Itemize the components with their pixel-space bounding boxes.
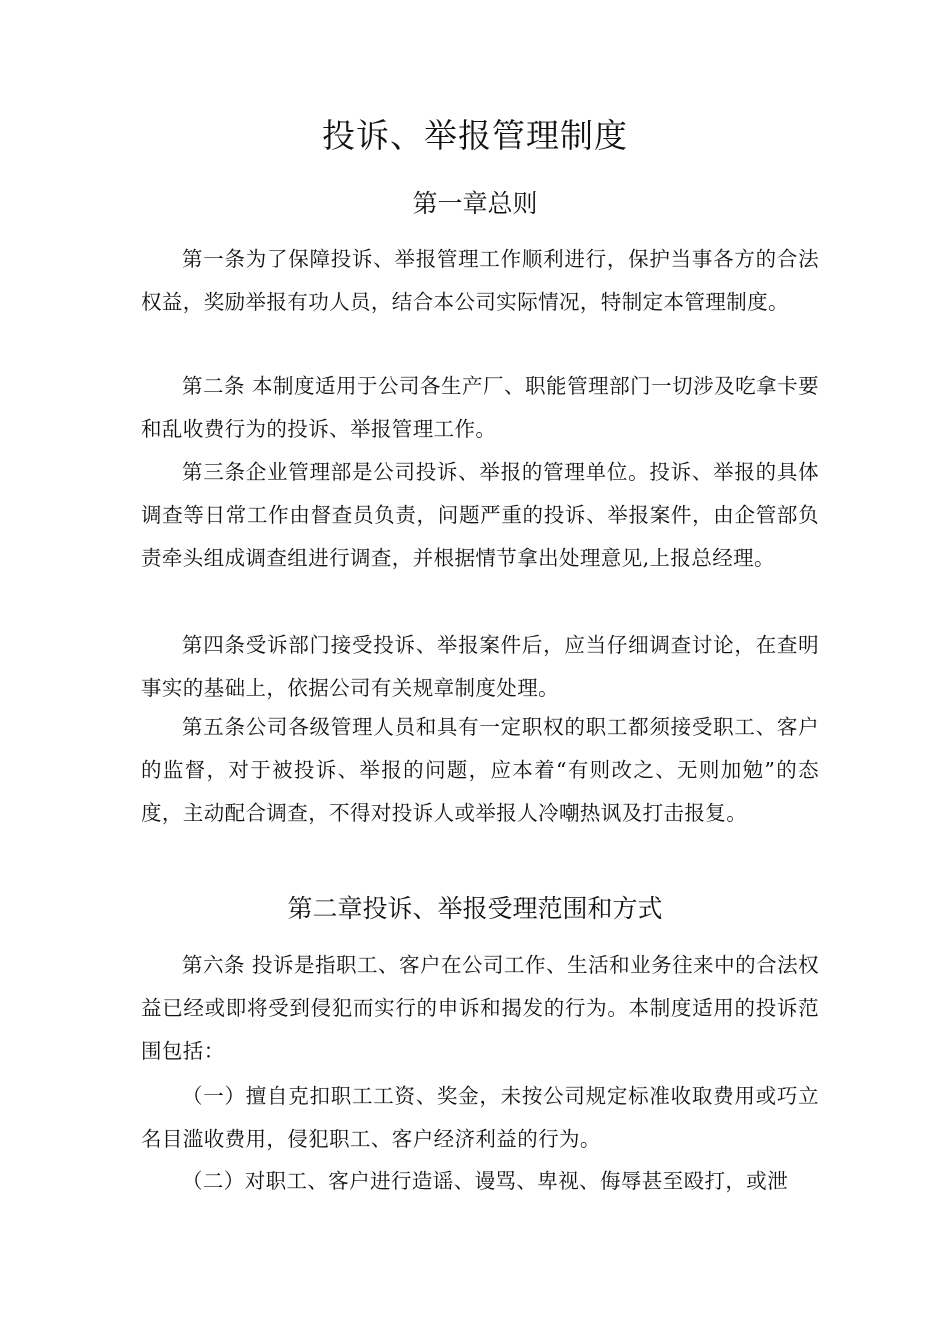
article-3: 第三条企业管理部是公司投诉、举报的管理单位。投诉、举报的具体调查等日常工作由督查员负责，问题严重的投诉、举报案件，由企管部负责牵头组成调查组进行调查，并根据情节拿出处理意见,上报总经理。 <box>141 460 819 570</box>
article-6-item-1: （一）擅自克扣职工工资、奖金，未按公司规定标准收取费用或巧立名目滥收费用，侵犯职工、客户经济利益的行为。 <box>141 1084 819 1151</box>
document-title: 投诉、举报管理制度 <box>322 116 628 155</box>
article-6-item-2: （二）对职工、客户进行造谣、谩骂、卑视、侮辱甚至殴打，或泄 <box>182 1169 789 1193</box>
article-4: 第四条受诉部门接受投诉、举报案件后，应当仔细调查讨论，在查明事实的基础上，依据公司有关规章制度处理。 <box>141 633 819 700</box>
article-5: 第五条公司各级管理人员和具有一定职权的职工都须接受职工、客户的监督，对于被投诉、举报的问题，应本着“有则改之、无则加勉”的态度，主动配合调查，不得对投诉人或举报人冷嘲热讽及打击报复。 <box>141 715 819 825</box>
chapter-1-heading: 第一章总则 <box>412 189 538 218</box>
chapter-2-heading: 第二章投诉、举报受理范围和方式 <box>287 894 663 923</box>
article-1: 第一条为了保障投诉、举报管理工作顺利进行，保护当事各方的合法权益，奖励举报有功人员，结合本公司实际情况，特制定本管理制度。 <box>141 247 819 314</box>
article-6: 第六条 投诉是指职工、客户在公司工作、生活和业务往来中的合法权益已经或即将受到侵犯而实行的申诉和揭发的行为。本制度适用的投诉范围包括： <box>141 953 819 1063</box>
article-2: 第二条 本制度适用于公司各生产厂、职能管理部门一切涉及吃拿卡要和乱收费行为的投诉、举报管理工作。 <box>141 374 819 441</box>
